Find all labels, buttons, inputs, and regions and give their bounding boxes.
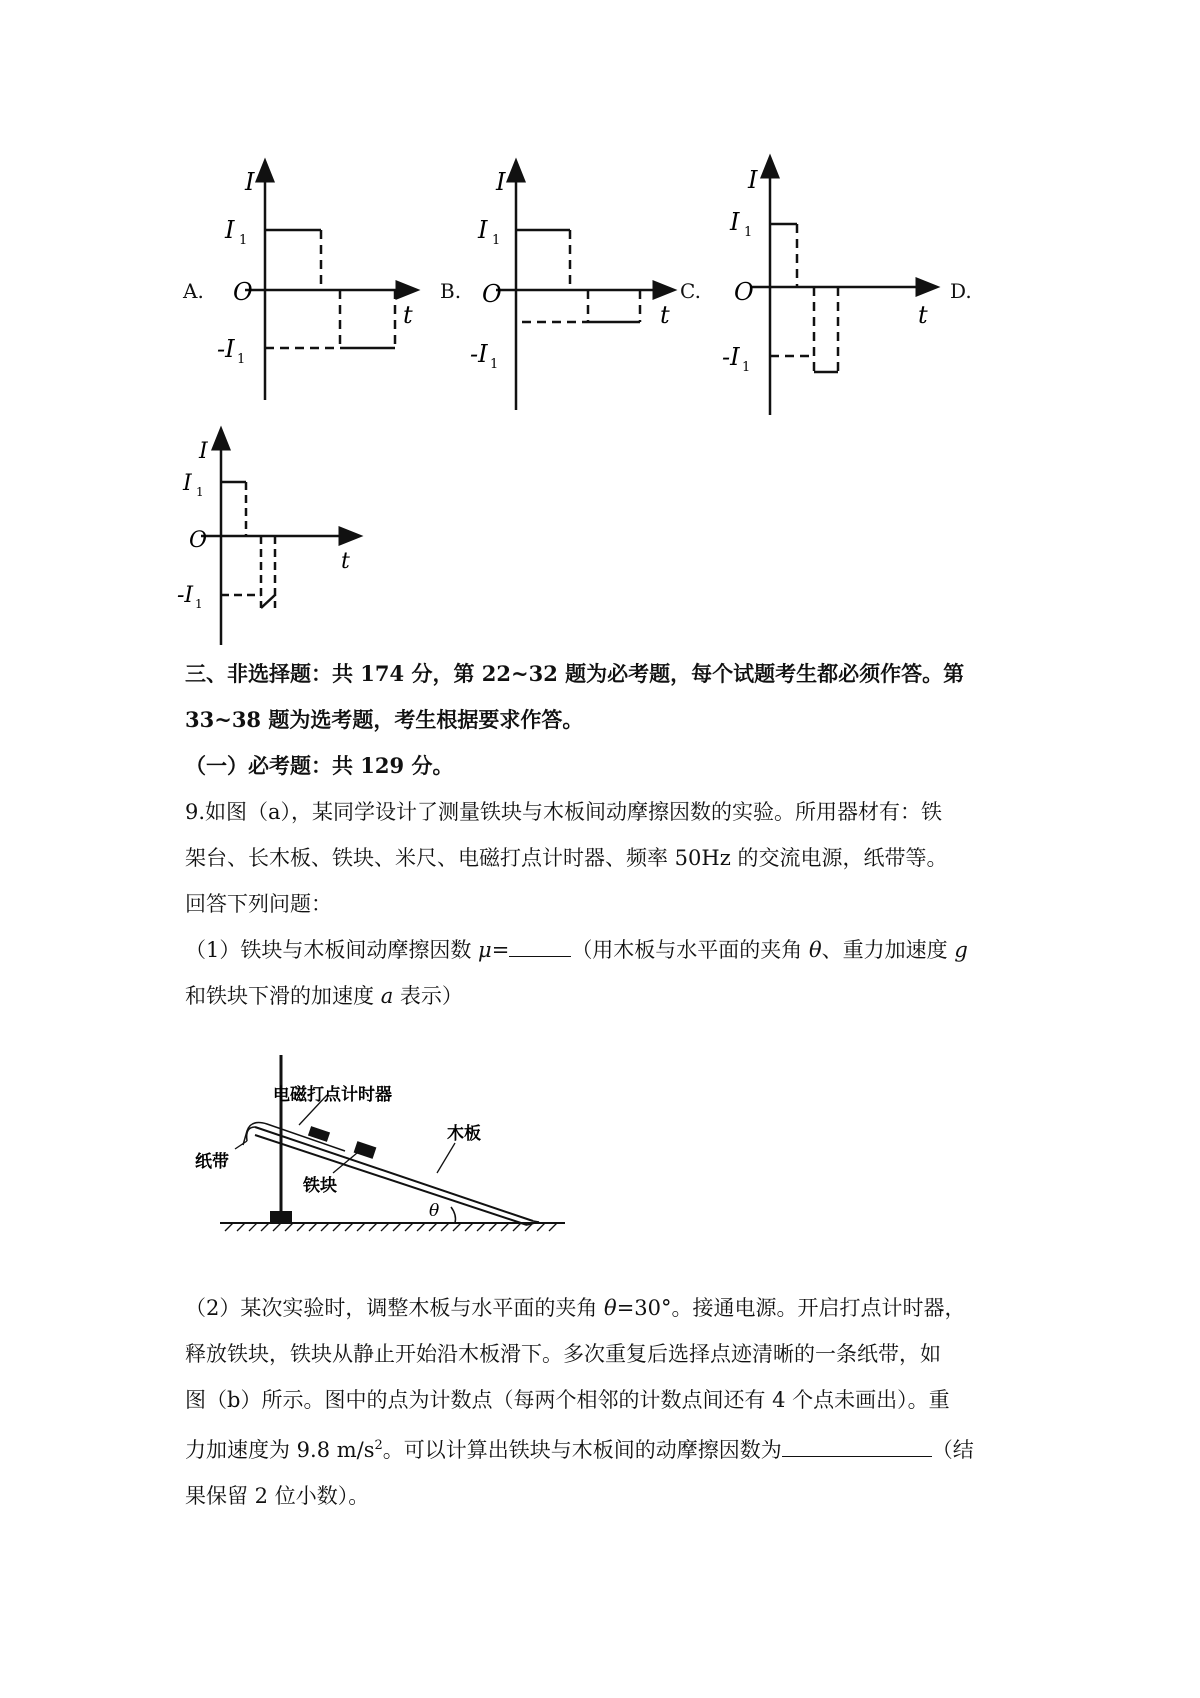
answer-blank-1[interactable] <box>509 955 571 957</box>
pos-sub: 1 <box>196 485 204 499</box>
neg-sub: 1 <box>490 357 499 372</box>
pos-label: I <box>183 471 192 496</box>
q9-part1-text-b: （用木板与水平面的夹角 <box>571 938 809 962</box>
q9-part2-line2: 释放铁块，铁块从静止开始沿木板滑下。多次重复后选择点迹清晰的一条纸带，如 <box>185 1342 941 1366</box>
q9-part1-text-e: 表示） <box>393 984 463 1008</box>
a-symbol: a <box>380 984 394 1008</box>
timer-label: 电磁打点计时器 <box>273 1085 392 1105</box>
q9-part2-line5: 果保留 2 位小数）。 <box>185 1484 370 1508</box>
y-axis-label: I <box>496 168 506 196</box>
q9-part2-text-c: 力加速度为 9.8 m/s <box>185 1438 375 1462</box>
neg-sub: 1 <box>742 360 751 375</box>
option-b-label: B. <box>440 279 462 303</box>
q9-part1-text-d: 和铁块下滑的加速度 <box>185 984 381 1008</box>
section-block <box>185 651 1035 1019</box>
q9-part2 <box>185 1285 1035 1519</box>
origin-label: O <box>189 528 208 553</box>
q9-part2-line1 <box>185 1285 1035 1331</box>
option-a-label: A. <box>183 279 204 303</box>
origin-label: O <box>233 278 253 306</box>
x-axis-label: t <box>918 301 928 329</box>
g-symbol: g <box>954 938 968 962</box>
origin-label: O <box>482 280 502 308</box>
pos-label: I <box>225 216 235 244</box>
q9-part2-text-a: （2）某次实验时，调整木板与水平面的夹角 <box>185 1296 605 1320</box>
tape-label: 纸带 <box>195 1152 229 1172</box>
q9-intro-line2: 架台、长木板、铁块、米尺、电磁打点计时器、频率 50Hz 的交流电源，纸带等。 <box>185 846 948 870</box>
origin-label: O <box>734 278 754 306</box>
q9-part1-line2 <box>185 973 1035 1019</box>
neg-label: -I <box>217 335 235 363</box>
iron-stand-base <box>270 1211 292 1223</box>
mu-symbol: μ <box>478 938 492 962</box>
x-axis-label: t <box>403 301 413 329</box>
graph-a <box>217 160 425 405</box>
graph-b <box>470 160 680 420</box>
neg-label: -I <box>177 583 194 608</box>
q9-part2-line3: 图（b）所示。图中的点为计数点（每两个相邻的计数点间还有 4 个点未画出）。重 <box>185 1388 950 1412</box>
section-sub-heading: （一）必考题：共 129 分。 <box>185 753 454 778</box>
q9-part2-text-b: =30°。接通电源。开启打点计时器， <box>616 1296 966 1320</box>
block-label: 铁块 <box>303 1176 337 1196</box>
board-top <box>255 1127 533 1221</box>
x-axis-label: t <box>660 301 670 329</box>
ground-hatch <box>225 1223 557 1231</box>
q9-part2-text-d: 。可以计算出铁块与木板间的动摩擦因数为 <box>382 1438 782 1462</box>
pos-sub: 1 <box>492 233 501 248</box>
option-c-label: C. <box>680 279 701 303</box>
neg-label: -I <box>470 340 488 368</box>
q9-part2-text-e: （结 <box>931 1438 974 1462</box>
board-label: 木板 <box>447 1124 481 1144</box>
q9-part1-text-a: （1）铁块与木板间动摩擦因数 <box>185 938 479 962</box>
superscript-2: 2 <box>374 1438 383 1453</box>
angle-label: θ <box>429 1201 440 1221</box>
q9-part1-eq: = <box>491 938 510 962</box>
board-bottom <box>255 1135 527 1225</box>
graph-c <box>722 160 940 420</box>
q9-intro-line3: 回答下列问题： <box>185 892 332 916</box>
angle-arc <box>451 1207 456 1223</box>
iron-block <box>354 1141 377 1159</box>
neg-label: -I <box>722 343 740 371</box>
y-axis-label: I <box>245 168 255 196</box>
section-heading-line1: 三、非选择题：共 174 分，第 22~32 题为必考题，每个试题考生都必须作答。第 <box>185 661 965 686</box>
y-axis-label: I <box>199 439 208 464</box>
theta-symbol-2: θ <box>604 1296 617 1320</box>
graph-d <box>177 430 363 650</box>
q9-part2-line4 <box>185 1423 1035 1473</box>
q9-intro-line1: 9.如图（a），某同学设计了测量铁块与木板间动摩擦因数的实验。所用器材有：铁 <box>185 800 943 824</box>
apparatus-figure <box>195 1045 575 1240</box>
pos-label: I <box>730 208 740 236</box>
x-axis-label: t <box>341 549 350 574</box>
q9-part1-line1 <box>185 927 1035 973</box>
neg-sub: 1 <box>237 352 246 367</box>
pos-sub: 1 <box>239 233 248 248</box>
option-d-label: D. <box>950 279 972 303</box>
q9-part1-text-c: 、重力加速度 <box>821 938 955 962</box>
section-heading-line2: 33~38 题为选考题，考生根据要求作答。 <box>185 707 584 732</box>
y-axis-label: I <box>748 166 758 194</box>
theta-symbol: θ <box>809 938 822 962</box>
pos-label: I <box>478 216 488 244</box>
answer-blank-2[interactable] <box>782 1455 932 1457</box>
neg-sub: 1 <box>195 597 203 611</box>
pos-sub: 1 <box>744 225 753 240</box>
